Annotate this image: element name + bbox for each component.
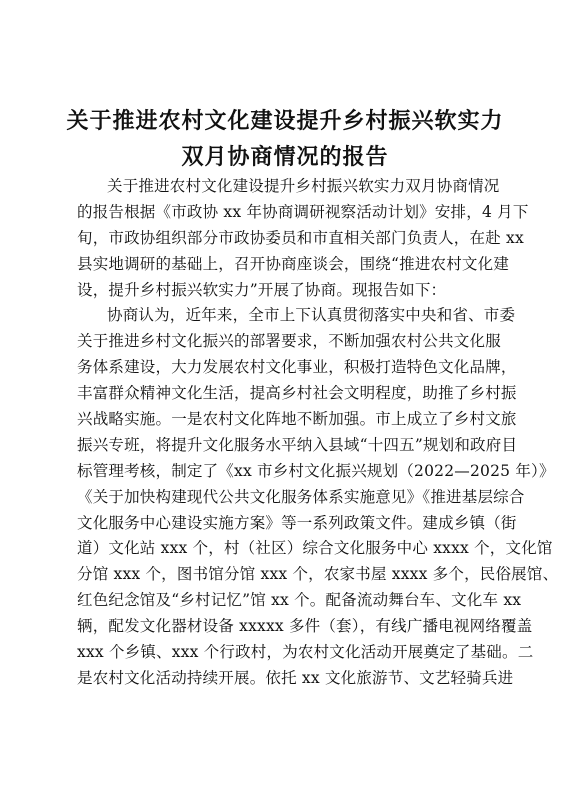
paragraph-line: 关于推进乡村文化振兴的部署要求，不断加强农村公共文化服	[77, 332, 501, 351]
paragraph-line: 辆，配发文化器材设备 xxxxx 多件（套），有线广播电视网络覆盖	[77, 617, 533, 636]
paragraph-line: 振兴专班，将提升文化服务水平纳入县域“十四五”规划和政府目	[77, 435, 518, 454]
paragraph-line: 是农村文化活动持续开展。依托 xx 文化旅游节、文艺轻骑兵进	[77, 668, 514, 687]
document-body	[77, 174, 559, 692]
paragraph-line: 道）文化站 xxx 个，村（社区）综合文化服务中心 xxxx 个，文化馆	[77, 539, 553, 558]
paragraph-line: 设，提升乡村振兴软实力”开展了协商。现报告如下：	[77, 280, 447, 299]
paragraph-line: 分馆 xxx 个，图书馆分馆 xxx 个，农家书屋 xxxx 多个，民俗展馆、	[77, 565, 559, 584]
paragraph-line: 旬，市政协组织部分市政协委员和市直相关部门负责人，在赴 xx	[77, 228, 524, 247]
paragraph-line: 《关于加快构建现代公共文化服务体系实施意见》《推进基层综合	[77, 487, 525, 506]
paragraph-line: 务体系建设，大力发展农村文化事业，积极打造特色文化品牌，	[77, 358, 517, 377]
paragraph-line: 红色纪念馆及“乡村记忆”馆 xx 个。配备流动舞台车、文化车 xx	[77, 591, 522, 610]
paragraph-line: 兴战略实施。一是农村文化阵地不断加强。市上成立了乡村文旅	[77, 410, 517, 429]
paragraph-line: 协商认为，近年来，全市上下认真贯彻落实中央和省、市委	[107, 306, 516, 325]
paragraph-line: 县实地调研的基础上，召开协商座谈会，围绕“推进农村文化建	[77, 254, 510, 273]
paragraph-line: 关于推进农村文化建设提升乡村振兴软实力双月协商情况	[107, 177, 500, 195]
document-title-line-2: 双月协商情况的报告	[181, 144, 389, 170]
paragraph-line: 文化服务中心建设实施方案》等一系列政策文件。建成乡镇（街	[77, 513, 517, 532]
paragraph-line: 标管理考核，制定了《xx 市乡村文化振兴规划（2022—2025 年）》	[77, 461, 555, 480]
paragraph-line: xxx 个乡镇、xxx 个行政村，为农村文化活动开展奠定了基础。二	[77, 643, 534, 662]
paragraph-line: 丰富群众精神文化生活，提高乡村社会文明程度，助推了乡村振	[77, 384, 517, 403]
paragraph-line: 的报告根据《市政协 xx 年协商调研视察活动计划》安排，4 月下	[77, 202, 529, 221]
document-title-line-1: 关于推进农村文化建设提升乡村振兴软实力	[66, 108, 504, 134]
